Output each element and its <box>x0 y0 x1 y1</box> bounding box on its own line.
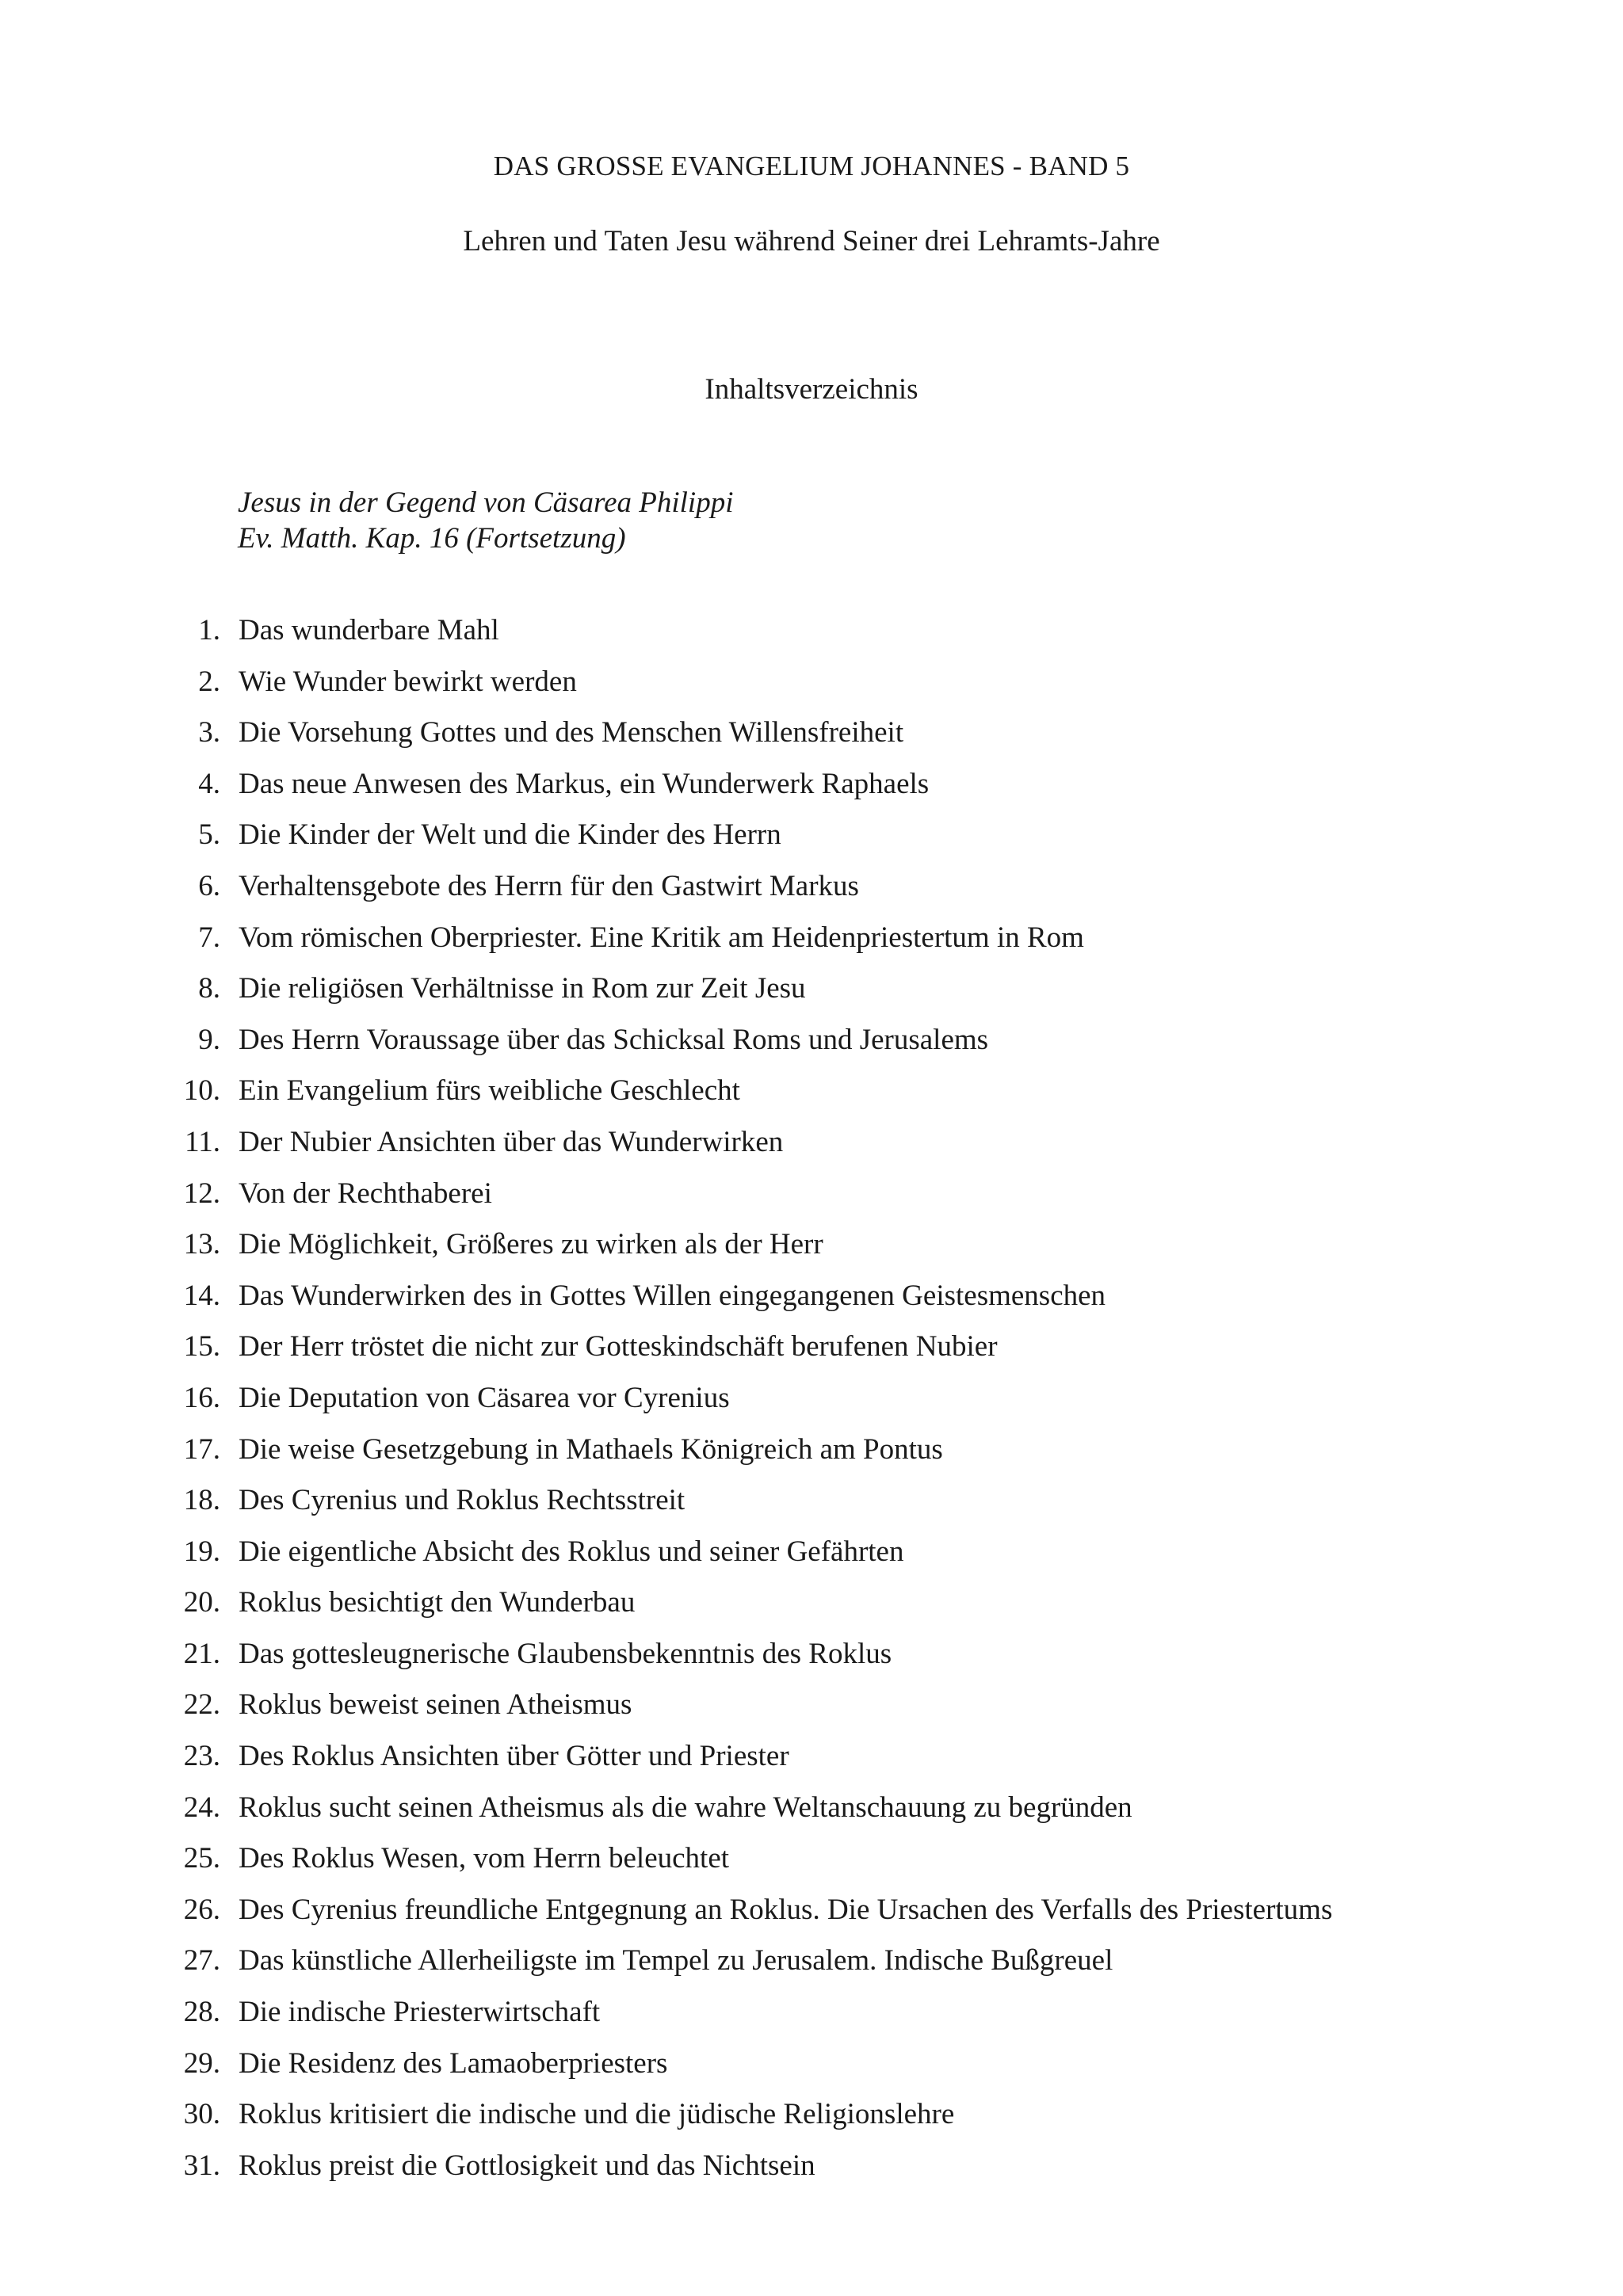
toc-entry-number: 8. <box>198 972 220 1005</box>
toc-entry-number: 13. <box>183 1228 220 1261</box>
toc-entry[interactable] <box>0 1276 1623 1328</box>
toc-entry-title: Des Herrn Voraussage über das Schicksal Roms und Jerusalems <box>239 1023 989 1056</box>
toc-entry[interactable] <box>0 1379 1623 1430</box>
toc-entry-title: Die Möglichkeit, Größeres zu wirken als der Herr <box>239 1228 823 1261</box>
toc-heading: Inhaltsverzeichnis <box>705 373 918 406</box>
toc-entry-title: Roklus kritisiert die indische und die jüdische Religionslehre <box>239 2098 955 2131</box>
toc-entry-title: Roklus beweist seinen Atheismus <box>239 1688 632 1722</box>
toc-entry[interactable] <box>0 867 1623 918</box>
toc-entry[interactable] <box>0 1583 1623 1634</box>
toc-entry[interactable] <box>0 1327 1623 1379</box>
toc-entry[interactable] <box>0 1020 1623 1072</box>
toc-entry-number: 1. <box>198 614 220 646</box>
toc-entry-title: Des Roklus Wesen, vom Herrn beleuchtet <box>239 1842 730 1875</box>
toc-entry-number: 23. <box>183 1740 220 1773</box>
toc-entry-title: Ein Evangelium fürs weibliche Geschlecht <box>239 1074 740 1108</box>
toc-entry-number: 17. <box>183 1432 220 1466</box>
toc-entry[interactable] <box>0 1839 1623 1890</box>
toc-entry-title: Verhaltensgebote des Herrn für den Gastwirt Markus <box>239 869 859 902</box>
toc-entry-title: Die weise Gesetzgebung in Mathaels Königreich am Pontus <box>239 1432 943 1466</box>
toc-entry-title: Der Nubier Ansichten über das Wunderwirken <box>239 1125 784 1158</box>
toc-entry[interactable] <box>0 918 1623 970</box>
toc-entry-number: 25. <box>183 1842 220 1875</box>
toc-entry[interactable] <box>0 2044 1623 2096</box>
toc-entry-title: Die eigentliche Absicht des Roklus und seiner Gefährten <box>239 1535 904 1568</box>
toc-entry[interactable] <box>0 1123 1623 1174</box>
toc-entry-number: 3. <box>198 716 220 749</box>
toc-entry-number: 22. <box>183 1688 220 1722</box>
toc-entry-title: Des Cyrenius und Roklus Rechtsstreit <box>239 1484 685 1517</box>
toc-entry-number: 31. <box>183 2149 220 2182</box>
toc-entry-title: Des Roklus Ansichten über Götter und Priester <box>239 1740 789 1773</box>
toc-entry[interactable] <box>0 662 1623 714</box>
toc-entry-number: 11. <box>185 1125 220 1158</box>
toc-entry[interactable] <box>0 1941 1623 1993</box>
toc-entry-title: Roklus sucht seinen Atheismus als die wahre Weltanschauung zu begründen <box>239 1791 1132 1824</box>
toc-entry[interactable] <box>0 611 1623 662</box>
toc-entry-title: Die Kinder der Welt und die Kinder des Herrn <box>239 818 781 852</box>
toc-entry-number: 10. <box>183 1074 220 1108</box>
toc-entry-number: 24. <box>183 1791 220 1824</box>
toc-entry-title: Roklus preist die Gottlosigkeit und das Nichtsein <box>239 2149 815 2182</box>
toc-entry-number: 26. <box>183 1893 220 1926</box>
toc-entry-title: Das künstliche Allerheiligste im Tempel zu Jerusalem. Indische Bußgreuel <box>239 1944 1113 1978</box>
toc-entry-title: Vom römischen Oberpriester. Eine Kritik am Heidenpriestertum in Rom <box>239 921 1084 954</box>
toc-entry-title: Die indische Priesterwirtschaft <box>239 1996 601 2029</box>
document-title: DAS GROSSE EVANGELIUM JOHANNES - BAND 5 <box>493 151 1130 181</box>
document-subtitle: Lehren und Taten Jesu während Seiner drei Lehramts-Jahre <box>463 225 1160 257</box>
toc-entry-number: 28. <box>183 1996 220 2029</box>
toc-entry[interactable] <box>0 815 1623 867</box>
toc-entry-number: 14. <box>183 1279 220 1312</box>
toc-entry-number: 6. <box>198 869 220 902</box>
toc-entry-number: 12. <box>183 1177 220 1210</box>
toc-entry-number: 5. <box>198 818 220 852</box>
toc-entry-title: Von der Rechthaberei <box>239 1177 492 1210</box>
toc-entry[interactable] <box>0 2146 1623 2198</box>
toc-entry[interactable] <box>0 1430 1623 1482</box>
toc-entry-number: 27. <box>183 1944 220 1978</box>
toc-entry-number: 20. <box>183 1586 220 1619</box>
toc-entry-number: 29. <box>183 2046 220 2080</box>
toc-entry-number: 18. <box>183 1484 220 1517</box>
toc-entry[interactable] <box>0 1890 1623 1942</box>
section-heading-line: Jesus in der Gegend von Cäsarea Philippi <box>238 486 734 519</box>
toc-entry-number: 21. <box>183 1637 220 1670</box>
toc-entry-number: 16. <box>183 1381 220 1414</box>
toc-entry[interactable] <box>0 1225 1623 1276</box>
toc-entry-number: 4. <box>198 767 220 800</box>
toc-entry-number: 15. <box>183 1330 220 1363</box>
toc-entry-title: Das gottesleugnerische Glaubensbekenntnis des Roklus <box>239 1637 892 1670</box>
toc-entry-title: Die religiösen Verhältnisse in Rom zur Zeit Jesu <box>239 972 806 1005</box>
toc-entry[interactable] <box>0 1737 1623 1788</box>
toc-entry-title: Das wunderbare Mahl <box>239 614 499 646</box>
toc-entry-number: 7. <box>198 921 220 954</box>
toc-entry-number: 30. <box>183 2098 220 2131</box>
toc-entry-title: Das Wunderwirken des in Gottes Willen eingegangenen Geistesmenschen <box>239 1279 1106 1312</box>
toc-entry-title: Die Vorsehung Gottes und des Menschen Willensfreiheit <box>239 716 904 749</box>
toc-entry[interactable] <box>0 765 1623 816</box>
toc-list <box>0 611 1623 2197</box>
toc-entry[interactable] <box>0 2095 1623 2146</box>
toc-entry-title: Des Cyrenius freundliche Entgegnung an Roklus. Die Ursachen des Verfalls des Priestertums <box>239 1893 1333 1926</box>
toc-entry-number: 2. <box>198 665 220 698</box>
toc-entry-title: Das neue Anwesen des Markus, ein Wunderwerk Raphaels <box>239 767 930 800</box>
toc-entry[interactable] <box>0 1685 1623 1737</box>
toc-entry-title: Der Herr tröstet die nicht zur Gotteskindschäft berufenen Nubier <box>239 1330 998 1363</box>
toc-entry[interactable] <box>0 1071 1623 1123</box>
toc-entry[interactable] <box>0 1532 1623 1584</box>
toc-entry[interactable] <box>0 1174 1623 1226</box>
toc-entry[interactable] <box>0 1788 1623 1840</box>
toc-entry-title: Roklus besichtigt den Wunderbau <box>239 1586 636 1619</box>
toc-entry[interactable] <box>0 1481 1623 1532</box>
section-heading-line: Ev. Matth. Kap. 16 (Fortsetzung) <box>238 522 626 555</box>
toc-entry[interactable] <box>0 1993 1623 2044</box>
toc-entry-title: Die Deputation von Cäsarea vor Cyrenius <box>239 1381 730 1414</box>
toc-entry[interactable] <box>0 969 1623 1020</box>
toc-entry[interactable] <box>0 1634 1623 1686</box>
section-heading <box>238 485 733 556</box>
toc-entry-number: 9. <box>198 1023 220 1056</box>
toc-entry-number: 19. <box>183 1535 220 1568</box>
toc-entry-title: Wie Wunder bewirkt werden <box>239 665 577 698</box>
toc-entry[interactable] <box>0 713 1623 765</box>
toc-entry-title: Die Residenz des Lamaoberpriesters <box>239 2046 668 2080</box>
